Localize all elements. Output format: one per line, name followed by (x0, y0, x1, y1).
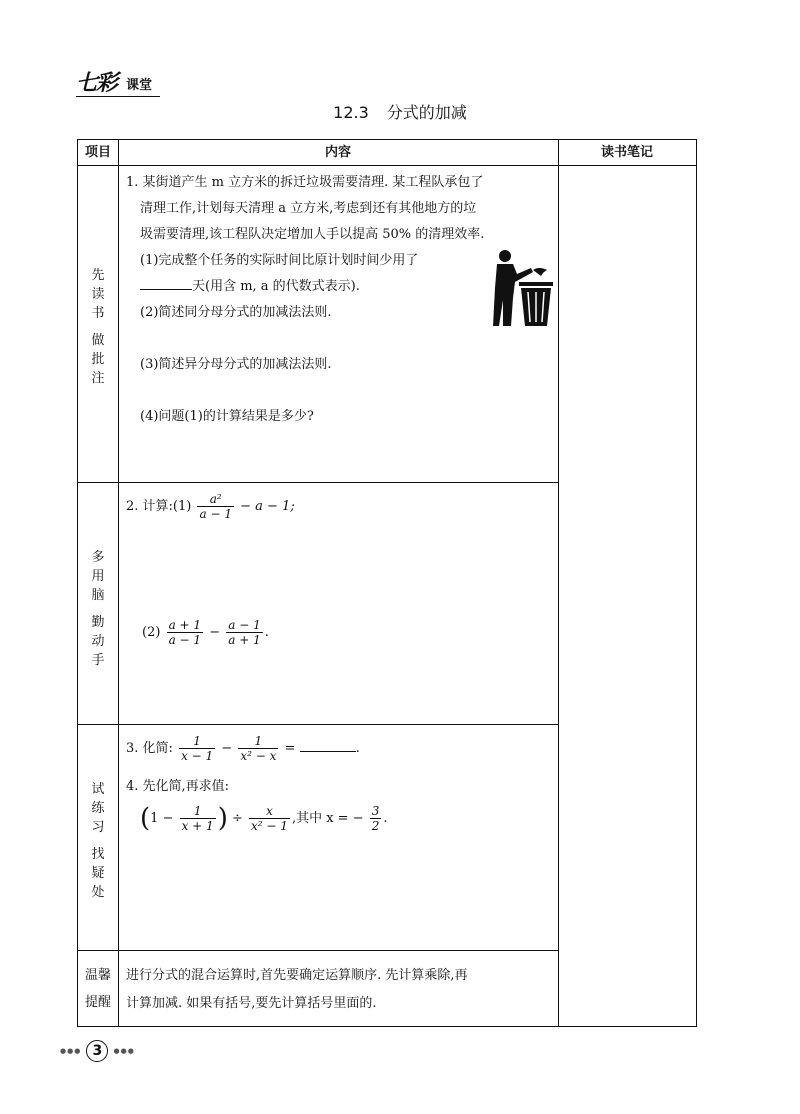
page-title (0, 100, 800, 123)
col-divider-2 (558, 140, 559, 1026)
q2-fraction-3: $\frac{a - 1}{a + 1}$ (228, 618, 261, 647)
q3-fraction-2: $\frac{1}{\text{x² − x}}$ (240, 734, 277, 763)
side-label-think: 多 用 脑 勤 动 手 (91, 550, 105, 668)
q1-line1: 1. 某街道产生 m 立方米的拆迁垃圾需要清理. 某工程队承包了 (126, 175, 484, 190)
q2-part2: (2) $\frac{a + 1}{a - 1}$ − $\frac{a - 1}{a + 1}$ . (142, 618, 269, 647)
trash-bin-person-icon (493, 248, 555, 328)
q1-sub1-answer: 天(用含 m, a 的代数式表示). (126, 274, 484, 300)
logo-label: 课堂 (126, 78, 153, 93)
tip-content (126, 962, 468, 1018)
logo-script: 七彩 (76, 70, 117, 96)
header-item: 项目 (84, 145, 111, 160)
row-divider-3 (78, 950, 558, 951)
q3-answer-blank (300, 739, 356, 752)
header-content: 内容 (324, 145, 351, 160)
q3: 3. 化简: $\frac{1}{x - 1}$ − $\frac{1}{\text{x² − x}}$ = . (126, 734, 360, 763)
q4-fraction-1: $\frac{1}{x + 1}$ (181, 804, 214, 833)
q1-sub1: (1)完成整个任务的实际时间比原计划时间少用了 (140, 253, 419, 268)
header-divider (78, 165, 696, 166)
header-notes: 读书笔记 (600, 145, 653, 160)
q2-fraction-2: $\frac{a + 1}{a - 1}$ (168, 618, 202, 647)
q1-line2: 清理工作,计划每天清理 a 立方米,考虑到还有其他地方的垃 (140, 201, 477, 216)
q1-sub4: (4)问题(1)的计算结果是多少? (140, 409, 314, 424)
side-label-tip: 温馨 提醒 (84, 968, 111, 1010)
publisher-logo (76, 70, 162, 100)
tip-line1: 进行分式的混合运算时,首先要确定运算顺序. 先计算乘除,再 (126, 968, 468, 983)
q4-expression: (1 − $\frac{1}{x + 1}$ ) ÷ $\frac{x}{\text{x² − 1}}$ ,其中 x = − $\frac{3}{2}$ . (140, 803, 388, 834)
row-divider-2 (78, 724, 558, 725)
col-divider-1 (118, 140, 119, 1026)
logo-rule (76, 96, 160, 97)
row-divider-1 (78, 482, 558, 483)
answer-blank (140, 277, 192, 290)
section-number: 12.3 (333, 103, 369, 122)
section1-content (126, 170, 484, 430)
page-number: ●●● 3 ●●● (60, 1040, 135, 1062)
q1-line3: 圾需要清理,该工程队决定增加人手以提高 50% 的清理效率. (140, 227, 485, 242)
tip-line2: 计算加减. 如果有括号,要先计算括号里面的. (126, 996, 377, 1011)
q4-text: 4. 先化简,再求值: (126, 779, 230, 794)
q4-fraction-3: $\frac{3}{2}$ (371, 804, 380, 833)
side-label-read: 先 读 书 做 批 注 (91, 268, 105, 386)
worksheet-table (77, 139, 697, 1027)
side-label-practice: 试 练 习 找 疑 处 (91, 782, 105, 900)
q2-fraction-1: $\frac{\text{a²}}{a - 1}$ (199, 492, 232, 521)
q3-fraction-1: $\frac{1}{x - 1}$ (181, 734, 214, 763)
section-title: 分式的加减 (386, 103, 467, 122)
q2-part1: 2. 计算:(1) $\frac{\text{a²}}{a - 1}$ − a − 1; (126, 492, 295, 521)
q4-fraction-2: $\frac{x}{\text{x² − 1}}$ (251, 804, 288, 833)
q1-sub2: (2)简述同分母分式的加减法法则. (140, 305, 332, 320)
q1-sub3: (3)简述异分母分式的加减法法则. (140, 357, 332, 372)
